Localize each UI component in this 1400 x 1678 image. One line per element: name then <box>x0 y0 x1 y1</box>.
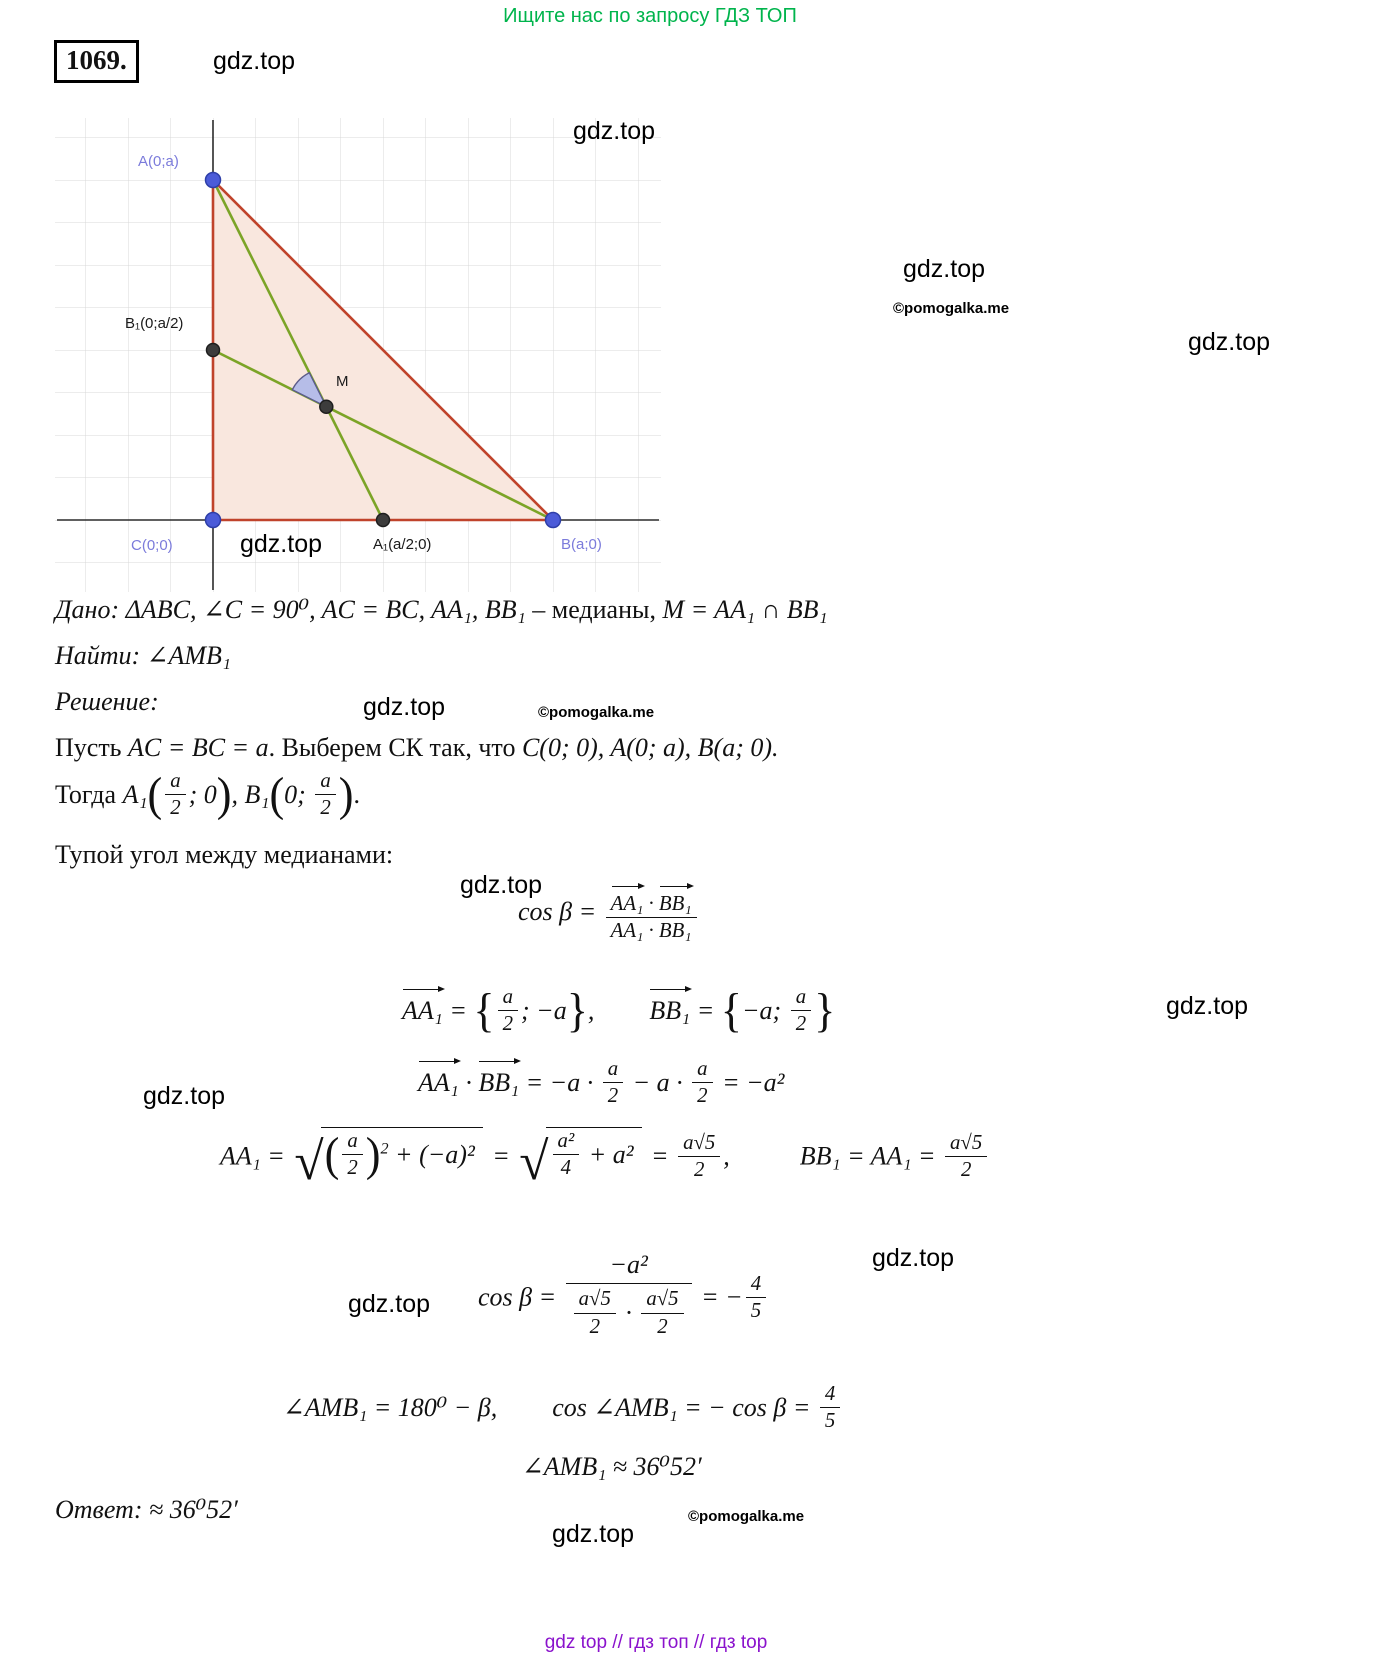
paren-close: ) <box>216 767 232 821</box>
math-token: 0; <box>284 779 313 809</box>
label-a: A(0;a) <box>138 153 179 170</box>
brace-close: } <box>566 983 588 1037</box>
solution-label-text: Решение: <box>55 687 159 716</box>
point-a1 <box>377 514 390 527</box>
numerator: a <box>795 985 807 1008</box>
denominator: 2 <box>791 1010 811 1035</box>
point-m <box>320 400 333 413</box>
math-token: ∠AMB₁ <box>146 641 231 670</box>
math-token: cos β = <box>518 896 603 926</box>
site-banner: Ищите нас по запросу ГДЗ ТОП <box>503 5 797 27</box>
watermark-gdz-top: gdz.top <box>143 1082 226 1110</box>
answer-label: Ответ: <box>55 1495 149 1524</box>
fraction <box>945 1132 987 1182</box>
problem-number: 1069. <box>54 40 139 83</box>
math-token: , <box>723 1141 730 1171</box>
given-text: – медианы, <box>532 595 663 624</box>
fraction <box>692 1058 712 1108</box>
footer-watermark: gdz top // гдз топ // гдз top <box>544 1632 768 1653</box>
text-token: . <box>353 779 360 809</box>
math-token: + a² <box>582 1139 634 1169</box>
formula-cos-value <box>478 1250 769 1344</box>
radicand <box>321 1127 483 1184</box>
fraction <box>553 1130 580 1180</box>
numerator: a√5 <box>683 1130 716 1154</box>
math-token: A₁ <box>122 779 148 809</box>
fraction <box>165 770 185 820</box>
dot-operator: · <box>458 1067 479 1097</box>
denominator: 2 <box>641 1313 683 1338</box>
paragraph-obtuse-angle <box>55 840 393 870</box>
watermark-gdz-top: gdz.top <box>872 1244 955 1272</box>
numerator: a√5 <box>646 1287 679 1311</box>
vector-bb1: BB₁ <box>649 995 691 1025</box>
watermark-gdz-top: gdz.top <box>573 117 656 145</box>
denominator: 4 <box>553 1154 580 1179</box>
denominator <box>566 1283 692 1340</box>
math-token: = <box>485 1141 517 1171</box>
numerator: a√5 <box>578 1287 611 1311</box>
vector-aa1: AA₁ <box>402 995 443 1025</box>
fraction <box>498 986 518 1036</box>
math-token: = <box>690 995 721 1025</box>
formula-dot-product <box>418 1057 785 1110</box>
vector-aa1: AA₁ <box>418 1067 459 1097</box>
dot-operator: · <box>618 1298 639 1327</box>
denominator: 2 <box>574 1313 616 1338</box>
brace-open: { <box>720 983 742 1037</box>
square-root <box>294 1127 482 1191</box>
watermark-gdz-top: gdz.top <box>1166 992 1249 1020</box>
paragraph-midpoints <box>55 767 360 822</box>
denominator: 2 <box>603 1082 623 1107</box>
text-token: Тупой угол между медианами: <box>55 840 394 869</box>
math-token: AA₁ = <box>220 1141 292 1171</box>
numerator <box>606 881 697 917</box>
given-line <box>55 595 828 625</box>
brace-open: { <box>473 983 495 1037</box>
math-token: B₁ <box>244 779 270 809</box>
math-token: = − <box>694 1282 743 1312</box>
watermark-gdz-top: gdz.top <box>213 47 296 75</box>
denominator: AA₁ · BB₁ <box>606 917 697 942</box>
paragraph-setup <box>55 733 779 763</box>
math-token: + (−a)² <box>388 1139 475 1169</box>
denominator: 2 <box>342 1154 362 1179</box>
math-token: ∠AMB₁ = 180⁰ − β, <box>283 1392 498 1422</box>
formula-angle-relation <box>283 1382 843 1435</box>
numerator: a <box>320 769 331 792</box>
math-token: = <box>442 995 474 1025</box>
math-token: ; 0 <box>188 779 217 809</box>
denominator: 2 <box>315 794 335 819</box>
radical-sign: √ <box>294 1131 324 1191</box>
point-a <box>206 173 221 188</box>
fraction <box>641 1288 683 1338</box>
point-b <box>546 513 561 528</box>
numerator: 4 <box>824 1382 836 1405</box>
text-token: . Выберем СК так, что <box>268 733 522 762</box>
math-token: ∠AMB₁ ≈ 36⁰52′ <box>522 1452 702 1481</box>
watermark-gdz-top: gdz.top <box>363 693 446 721</box>
formula-angle-result <box>522 1452 702 1482</box>
numerator: a <box>347 1129 358 1152</box>
denominator: 2 <box>165 794 185 819</box>
watermark-gdz-top: gdz.top <box>460 871 543 899</box>
math-token: = −a² <box>715 1067 785 1097</box>
text-token: Тогда <box>55 779 123 809</box>
math-token: = −a · <box>519 1067 600 1097</box>
math-token: = <box>644 1141 676 1171</box>
label-m: M <box>336 373 349 390</box>
watermark-pomogalka: ©pomogalka.me <box>688 1508 805 1525</box>
fraction <box>746 1273 766 1323</box>
math-token: , <box>231 779 245 809</box>
paren-open: ( <box>269 767 285 821</box>
watermark-gdz-top: gdz.top <box>903 255 986 283</box>
numerator: a <box>502 985 513 1008</box>
label-b1: B₁(0;a/2) <box>125 315 184 332</box>
square-root <box>519 1127 641 1191</box>
math-token: M = AA₁ ∩ BB₁ <box>662 595 828 624</box>
label-c: C(0;0) <box>131 537 173 554</box>
math-token: C(0; 0), A(0; a), B(a; 0). <box>521 733 779 762</box>
fraction <box>603 1058 623 1108</box>
find-label: Найти: <box>55 641 147 670</box>
fraction <box>606 881 697 943</box>
find-line <box>55 641 231 671</box>
solution-label <box>55 687 159 717</box>
watermark-gdz-top: gdz.top <box>348 1290 431 1318</box>
numerator: −a² <box>609 1250 648 1279</box>
watermark-pomogalka: ©pomogalka.me <box>893 300 1010 317</box>
watermark-gdz-top: gdz.top <box>1188 328 1271 356</box>
given-label: Дано: <box>55 595 126 624</box>
math-token: AC = BC = a <box>128 733 269 762</box>
numerator: a√5 <box>950 1130 983 1154</box>
math-token: cos β = <box>478 1282 563 1312</box>
fraction <box>574 1288 616 1338</box>
math-token: −a; <box>741 995 788 1025</box>
point-c <box>206 513 221 528</box>
fraction <box>678 1132 720 1182</box>
label-a1: A₁(a/2;0) <box>373 536 432 553</box>
radical-sign: √ <box>519 1131 549 1191</box>
paren-close: ) <box>338 767 354 821</box>
geometry-diagram <box>55 118 661 592</box>
denominator: 5 <box>746 1297 766 1322</box>
denominator: 2 <box>945 1156 987 1181</box>
denominator: 2 <box>692 1082 712 1107</box>
text-token: Пусть <box>55 733 129 762</box>
watermark-gdz-top: gdz.top <box>552 1520 635 1548</box>
exponent: 2 <box>380 1140 389 1158</box>
answer-line <box>55 1495 238 1525</box>
numerator: a <box>170 769 181 792</box>
math-token: , <box>587 995 595 1025</box>
watermark-pomogalka: ©pomogalka.me <box>538 704 655 721</box>
fraction <box>820 1383 840 1433</box>
denominator: 2 <box>678 1156 720 1181</box>
paren-open: ( <box>324 1127 340 1181</box>
numerator: a <box>697 1057 708 1080</box>
label-b: B(a;0) <box>561 536 602 553</box>
numerator: a² <box>557 1129 575 1152</box>
brace-close: } <box>814 983 836 1037</box>
math-token: cos ∠AMB₁ = − cos β = <box>552 1392 817 1422</box>
dot-operator: · <box>643 892 659 915</box>
numerator: 4 <box>750 1271 762 1295</box>
radicand <box>546 1127 642 1184</box>
math-token: − a · <box>626 1067 690 1097</box>
formula-vector-coordinates <box>402 983 836 1038</box>
math-token: BB₁ = AA₁ = <box>799 1141 943 1171</box>
point-b1 <box>207 344 220 357</box>
watermark-gdz-top: gdz.top <box>240 530 323 558</box>
answer-value: ≈ 36⁰52′ <box>148 1495 238 1524</box>
denominator: 5 <box>820 1407 840 1432</box>
denominator: 2 <box>498 1010 518 1035</box>
vector-aa1: AA₁ <box>610 892 644 915</box>
formula-cos-definition <box>518 883 700 945</box>
vector-bb1: BB₁ <box>478 1067 520 1097</box>
fraction <box>315 770 335 820</box>
fraction <box>791 986 811 1036</box>
math-token: ΔABC, ∠C = 90⁰, AC = BC, AA₁, BB₁ <box>125 595 533 624</box>
paren-close: ) <box>365 1127 381 1181</box>
vector-bb1: BB₁ <box>658 892 692 915</box>
formula-median-length <box>220 1127 990 1191</box>
fraction <box>342 1130 362 1180</box>
numerator: a <box>607 1057 619 1080</box>
fraction <box>566 1251 692 1340</box>
math-token: ; −a <box>520 995 567 1025</box>
paren-open: ( <box>147 767 163 821</box>
